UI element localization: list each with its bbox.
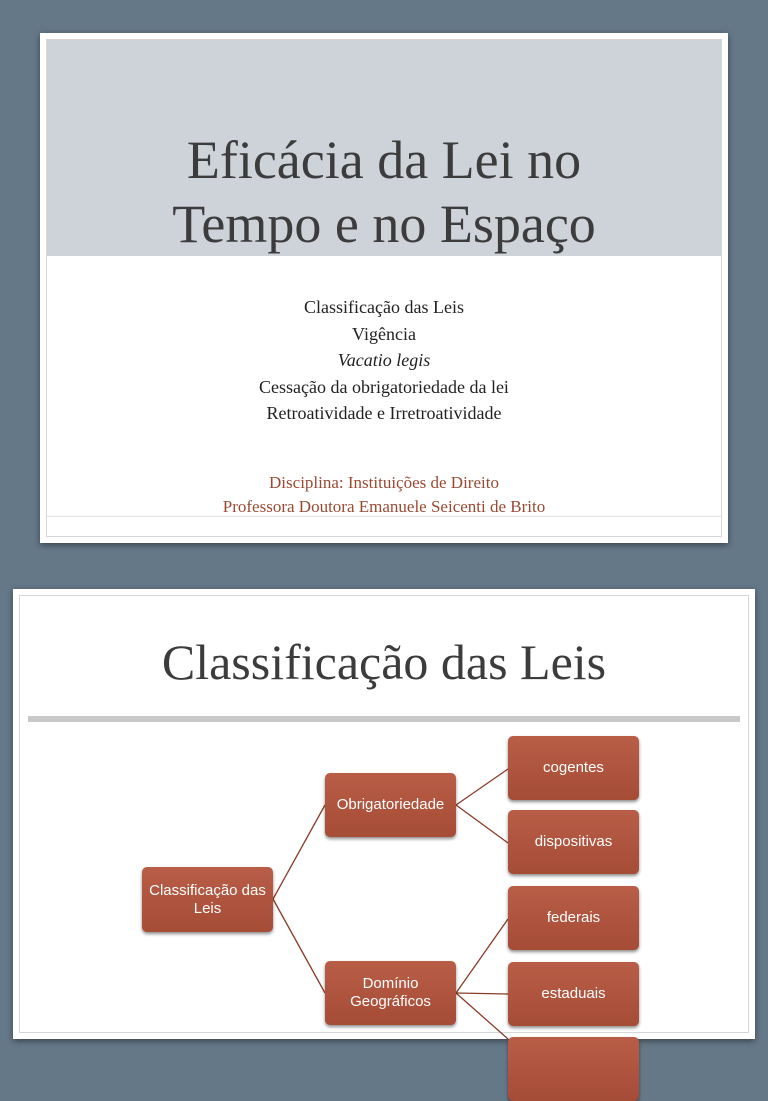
title-line-2: Tempo e no Espaço [172, 194, 596, 254]
topic-item: Vigência [352, 323, 416, 344]
node-root: Classificação das Leis [142, 867, 273, 932]
connector-branch2-child3 [456, 993, 508, 1039]
connector-branch2-child1 [456, 919, 508, 993]
topic-item: Retroatividade e Irretroatividade [266, 403, 502, 423]
credits [47, 471, 721, 519]
topic-item: Classificação das Leis [304, 297, 464, 317]
slide-1-frame [46, 39, 722, 537]
connector-branch1-child2 [456, 805, 508, 843]
slide-2 [13, 589, 755, 1039]
presentation-title [47, 128, 721, 256]
topic-item: Cessação da obrigatoriedade da lei [259, 376, 509, 397]
node-cogentes: cogentes [508, 736, 639, 800]
node-estaduais: estaduais [508, 962, 639, 1026]
title-line-1: Eficácia da Lei no [186, 130, 582, 190]
slide-1 [40, 33, 728, 543]
professor-line: Professora Doutora Emanuele Seicenti de Brito [222, 497, 546, 516]
footer-divider [47, 516, 721, 517]
discipline-line: Disciplina: Instituições de Direito [269, 473, 499, 492]
connector-branch1-child1 [456, 769, 508, 805]
connector-branch2-child2 [456, 993, 508, 994]
node-partial [508, 1037, 639, 1101]
node-federais: federais [508, 886, 639, 950]
connector-root-branch2 [273, 899, 325, 993]
connector-root-branch1 [273, 805, 325, 899]
topic-list [47, 294, 721, 427]
topic-item: Vacatio legis [337, 350, 431, 370]
node-obrigatoriedade: Obrigatoriedade [325, 773, 456, 837]
node-dispositivas: dispositivas [508, 810, 639, 874]
node-dominio-geograficos: Domínio Geográficos [325, 961, 456, 1025]
slide-2-title: Classificação das Leis [161, 634, 607, 690]
